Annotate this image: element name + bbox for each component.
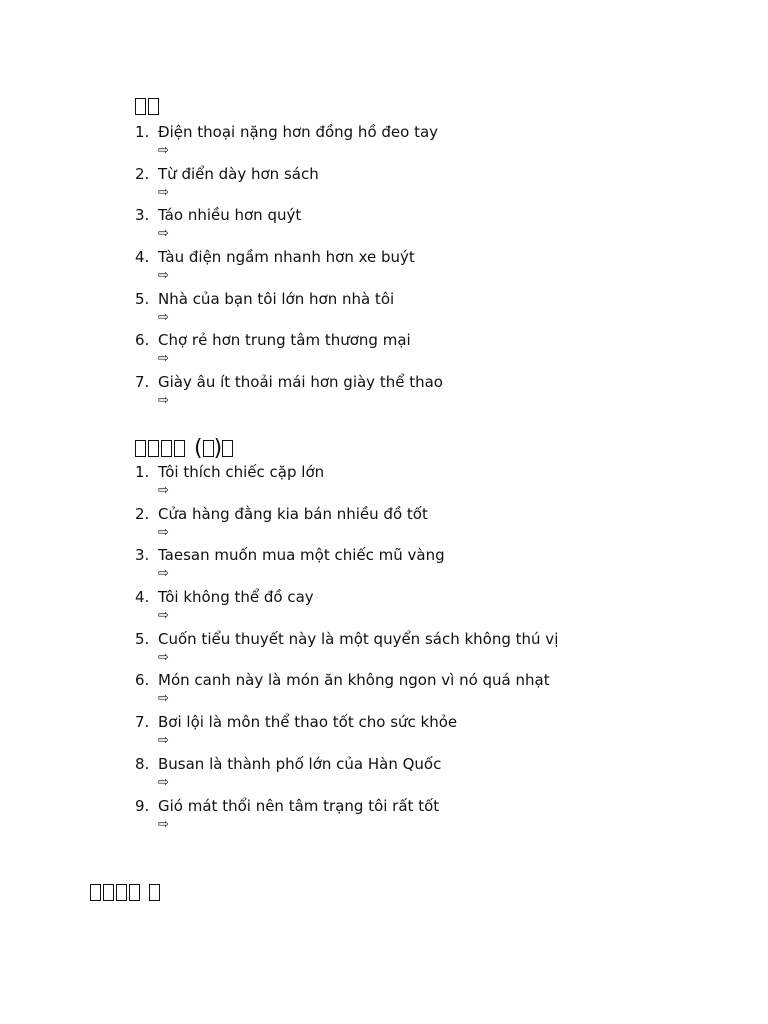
- arrow-icon: ⇨: [158, 774, 169, 790]
- item-number: 7.: [135, 713, 150, 732]
- item-sentence: Busan là thành phố lớn của Hàn Quốc: [158, 754, 442, 773]
- item-number: 9.: [135, 796, 150, 815]
- item-number: 2.: [135, 504, 150, 523]
- missing-glyph-box: [129, 884, 140, 901]
- list-item: [135, 463, 735, 505]
- arrow-icon: ⇨: [158, 483, 169, 498]
- item-number: 2.: [135, 164, 150, 183]
- section-3-heading: [90, 880, 690, 906]
- exercise-list-2: [135, 463, 735, 838]
- list-item: [135, 248, 735, 290]
- list-item: [135, 755, 735, 797]
- arrow-icon: ⇨: [158, 566, 169, 582]
- arrow-icon: ⇨: [158, 268, 169, 284]
- missing-glyph-box: [174, 440, 185, 457]
- missing-glyph-box: [222, 440, 233, 457]
- missing-glyph-box: [148, 440, 159, 457]
- missing-glyph-box: [203, 440, 214, 457]
- arrow-icon: ⇨: [158, 608, 169, 624]
- item-number: 4.: [135, 588, 150, 607]
- item-sentence: Taesan muốn mua một chiếc mũ vàng: [158, 546, 445, 565]
- heading-paren-open: (: [194, 436, 203, 461]
- item-sentence: Cửa hàng đằng kia bán nhiều đồ tốt: [158, 504, 428, 523]
- item-sentence: Nhà của bạn tôi lớn hơn nhà tôi: [158, 289, 395, 308]
- item-number: 8.: [135, 754, 150, 773]
- missing-glyph-box: [103, 884, 114, 901]
- item-number: 4.: [135, 248, 150, 267]
- item-number: 7.: [135, 373, 150, 392]
- arrow-icon: ⇨: [158, 816, 169, 832]
- item-sentence: Tôi thích chiếc cặp lớn: [158, 463, 325, 481]
- list-item: [135, 546, 735, 588]
- missing-glyph-box: [148, 98, 159, 115]
- arrow-icon: ⇨: [158, 143, 169, 158]
- heading-paren-close: ): [213, 436, 223, 461]
- list-item: [135, 505, 735, 547]
- item-sentence: Món canh này là món ăn không ngon vì nó quá nhạt: [158, 671, 550, 690]
- list-item: [135, 123, 735, 165]
- item-number: 1.: [135, 463, 150, 481]
- list-item: [135, 630, 735, 672]
- section-1-heading: [135, 94, 735, 120]
- arrow-icon: ⇨: [158, 184, 169, 200]
- item-sentence: Điện thoại nặng hơn đồng hồ đeo tay: [158, 123, 439, 141]
- arrow-icon: ⇨: [158, 524, 169, 540]
- missing-glyph-box: [149, 884, 160, 901]
- missing-glyph-box: [161, 440, 172, 457]
- list-item: [135, 290, 735, 332]
- item-number: 1.: [135, 123, 150, 141]
- missing-glyph-box: [90, 884, 101, 901]
- list-item: [135, 165, 735, 207]
- missing-glyph-box: [116, 884, 127, 901]
- item-sentence: Tàu điện ngầm nhanh hơn xe buýt: [158, 248, 415, 267]
- item-sentence: Giày âu ít thoải mái hơn giày thể thao: [158, 373, 443, 392]
- item-sentence: Gió mát thổi nên tâm trạng tôi rất tốt: [158, 796, 440, 815]
- exercise-section-2: [135, 436, 735, 838]
- item-number: 3.: [135, 206, 150, 225]
- item-sentence: Từ điển dày hơn sách: [158, 164, 319, 183]
- list-item: [135, 588, 735, 630]
- arrow-icon: ⇨: [158, 691, 169, 707]
- arrow-icon: ⇨: [158, 393, 169, 409]
- arrow-icon: ⇨: [158, 226, 169, 242]
- list-item: [135, 713, 735, 755]
- item-number: 5.: [135, 289, 150, 308]
- item-sentence: Táo nhiều hơn quýt: [158, 206, 302, 225]
- missing-glyph-box: [135, 98, 146, 115]
- list-item: [135, 206, 735, 248]
- item-number: 6.: [135, 331, 150, 350]
- list-item: [135, 373, 735, 415]
- item-sentence: Bơi lội là môn thể thao tốt cho sức khỏe: [158, 713, 458, 732]
- exercise-section-3: [90, 880, 690, 906]
- item-sentence: Chợ rẻ hơn trung tâm thương mại: [158, 331, 411, 350]
- list-item: [135, 331, 735, 373]
- arrow-icon: ⇨: [158, 649, 169, 665]
- item-number: 6.: [135, 671, 150, 690]
- exercise-list-1: [135, 123, 735, 415]
- item-sentence: Tôi không thể đồ cay: [158, 588, 314, 607]
- arrow-icon: ⇨: [158, 351, 169, 367]
- list-item: [135, 671, 735, 713]
- item-sentence: Cuốn tiểu thuyết này là một quyển sách không thú vị: [158, 629, 559, 648]
- exercise-section-1: [135, 94, 735, 415]
- item-number: 3.: [135, 546, 150, 565]
- arrow-icon: ⇨: [158, 309, 169, 325]
- missing-glyph-box: [135, 440, 146, 457]
- item-number: 5.: [135, 629, 150, 648]
- arrow-icon: ⇨: [158, 733, 169, 749]
- section-2-heading: [135, 436, 735, 462]
- list-item: [135, 797, 735, 839]
